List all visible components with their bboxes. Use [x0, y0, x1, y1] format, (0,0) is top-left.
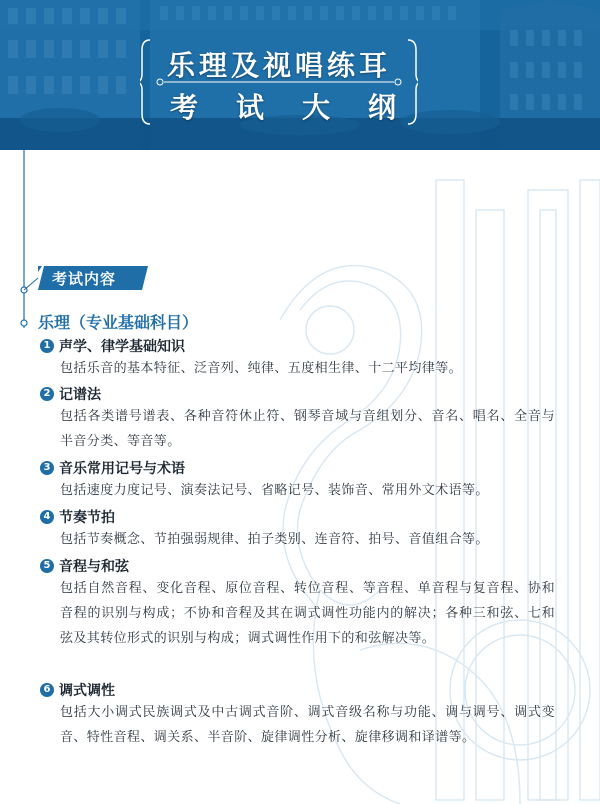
item-description-6: 包括大小调式民族调式及中古调式音阶、调式音级名称与功能、调与调号、调式变音、特性音程、调关系、半音阶、旋律调性分析、旋律移调和译谱等。	[60, 705, 555, 745]
item-title: 音乐常用记号与术语	[59, 461, 185, 477]
item-heading-4	[40, 507, 115, 527]
item-heading-5	[40, 556, 129, 576]
section-tag	[38, 266, 148, 290]
number-badge: 4	[40, 510, 54, 524]
number-badge: 3	[40, 461, 54, 475]
title-frame	[140, 38, 435, 126]
number-badge: 5	[40, 559, 54, 573]
header-banner	[0, 0, 600, 150]
item-heading-3	[40, 458, 185, 478]
title-line-1: 乐理及视唱练耳	[166, 49, 391, 82]
item-title: 节奏节拍	[59, 510, 115, 526]
item-description-2: 包括各类谱号谱表、各种音符休止符、钢琴音域与音组划分、音名、唱名、全音与半音分类、等音等。	[60, 409, 555, 449]
item-heading-2	[40, 384, 101, 404]
title-line-2: 考试大纲	[170, 91, 435, 124]
item-heading-6	[40, 680, 115, 700]
item-description-3: 包括速度力度记号、演奏法记号、省略记号、装饰音、常用外文术语等。	[60, 483, 489, 498]
item-title: 音程与和弦	[59, 559, 129, 575]
left-decorative-rail	[0, 150, 40, 350]
item-title: 声学、律学基础知识	[59, 339, 185, 355]
item-title: 记谱法	[59, 387, 101, 403]
number-badge: 1	[40, 339, 54, 353]
subject-heading: 乐理（专业基础科目）	[38, 313, 199, 332]
item-description-4: 包括节奏概念、节拍强弱规律、拍子类别、连音符、拍号、音值组合等。	[60, 532, 489, 547]
item-description-1: 包括乐音的基本特征、泛音列、纯律、五度相生律、十二平均律等。	[60, 361, 463, 376]
section-tag-label: 考试内容	[52, 270, 117, 288]
item-heading-1	[40, 336, 185, 356]
number-badge: 6	[40, 683, 54, 697]
item-description-5: 包括自然音程、变化音程、原位音程、转位音程、等音程、单音程与复音程、协和音程的识别与构成；不协和音程及其在调式调性功能内的解决；各种三和弦、七和弦及其转位形式的识别与构成；调式调性作用下的和弦解决等。	[60, 581, 555, 646]
number-badge: 2	[40, 387, 54, 401]
item-title: 调式调性	[59, 683, 115, 699]
